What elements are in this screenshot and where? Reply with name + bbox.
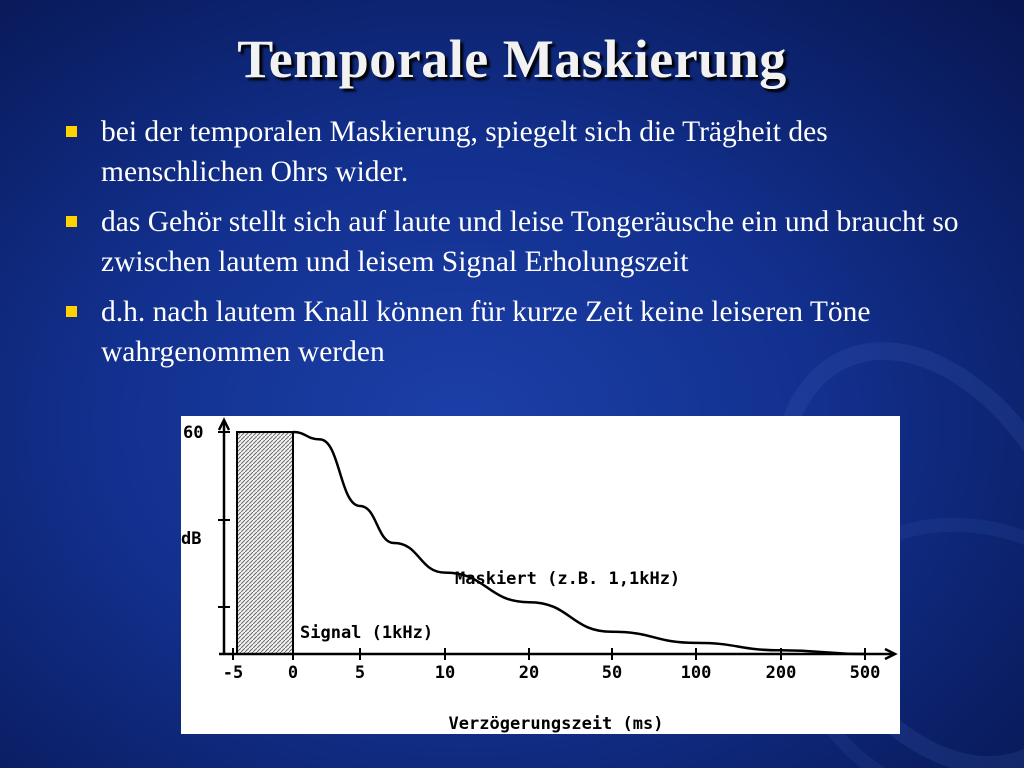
bullet-text: bei der temporalen Maskierung, spiegelt sich die Trägheit des menschlichen Ohrs wider.	[101, 116, 828, 188]
bullet-text: d.h. nach lautem Knall können für kurze Zeit keine leiseren Töne wahrgenommen werden	[101, 296, 871, 368]
y-axis-label: dB	[181, 529, 202, 549]
signal-label: Signal (1kHz)	[300, 623, 434, 643]
square-bullet-icon	[66, 216, 77, 227]
masking-chart-svg	[181, 416, 900, 734]
x-axis-label: Verzögerungszeit (ms)	[448, 714, 664, 734]
slide-title: Temporale Maskierung	[237, 29, 787, 89]
square-bullet-icon	[66, 306, 77, 317]
masking-curve	[293, 432, 865, 654]
square-bullet-icon	[66, 126, 77, 137]
x-tick-label: 0	[287, 663, 299, 683]
x-tick-label: -5	[222, 663, 244, 683]
x-tick-label: 10	[434, 663, 456, 683]
bullet-item	[60, 112, 990, 192]
x-tick-label: 500	[849, 663, 881, 683]
x-tick-label: 200	[765, 663, 797, 683]
x-tick-label: 5	[354, 663, 366, 683]
bullet-text: das Gehör stellt sich auf laute und leise Tongeräusche ein und braucht so zwischen lautem und leisem Signal Erholungszeit	[101, 206, 959, 278]
y-tick-label: 60	[183, 423, 204, 443]
bullet-list	[60, 112, 990, 382]
x-tick-label: 50	[601, 663, 623, 683]
bullet-item	[60, 292, 990, 372]
masking-chart	[181, 416, 900, 734]
bullet-item	[60, 202, 990, 282]
x-tick-label: 100	[680, 663, 712, 683]
x-tick-label: 20	[518, 663, 540, 683]
masking-curve-label: Maskiert (z.B. 1,1kHz)	[455, 569, 681, 589]
signal-block	[237, 432, 293, 654]
